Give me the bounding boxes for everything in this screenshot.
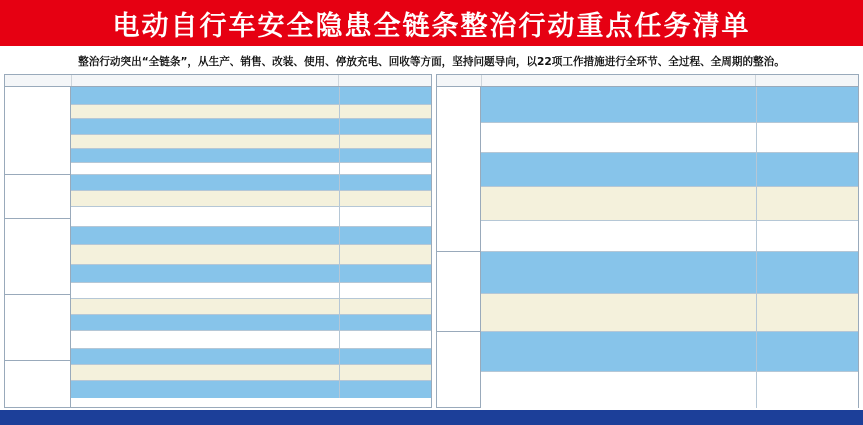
table-row — [71, 119, 431, 135]
table-row — [71, 265, 431, 283]
task-table-right — [436, 74, 859, 408]
category-cell — [437, 332, 480, 408]
header-cell — [72, 75, 340, 86]
table-row — [71, 135, 431, 149]
task-table-left — [4, 74, 432, 408]
category-column — [5, 87, 71, 408]
table-row — [71, 175, 431, 191]
category-cell — [5, 87, 70, 175]
table-row — [71, 105, 431, 119]
header-cell — [339, 75, 431, 86]
table-row — [71, 315, 431, 331]
category-cell — [5, 219, 70, 295]
table-header — [437, 75, 858, 87]
table-row — [481, 332, 858, 372]
footer-bar — [0, 410, 863, 425]
table-row — [71, 163, 431, 175]
header-cell — [756, 75, 858, 86]
category-cell — [437, 252, 480, 332]
table-row — [71, 191, 431, 207]
task-rows — [481, 87, 858, 408]
category-cell — [5, 175, 70, 219]
table-row — [71, 283, 431, 299]
table-row — [71, 331, 431, 349]
table-row — [71, 207, 431, 227]
table-row — [71, 149, 431, 163]
table-row — [71, 87, 431, 105]
header-cell — [482, 75, 757, 86]
intro-text: 整治行动突出“全链条”，从生产、销售、改装、使用、停放充电、回收等方面，坚持问题导向，以22项工作措施进行全环节、全过程、全周期的整治。 — [78, 56, 785, 68]
table-row — [71, 381, 431, 398]
table-header — [5, 75, 431, 87]
page-title: 电动自行车安全隐患全链条整治行动重点任务清单 — [112, 10, 751, 42]
task-rows — [71, 87, 431, 408]
category-column — [437, 87, 481, 408]
table-row — [481, 87, 858, 123]
table-row — [481, 372, 858, 408]
header-cell — [437, 75, 482, 86]
table-row — [71, 299, 431, 315]
title-banner — [0, 0, 863, 46]
category-cell — [437, 87, 480, 252]
table-row — [481, 221, 858, 252]
table-row — [71, 365, 431, 381]
table-row — [481, 123, 858, 153]
table-row — [71, 349, 431, 365]
table-row — [481, 187, 858, 221]
table-row — [481, 153, 858, 187]
category-cell — [5, 361, 70, 408]
table-row — [71, 227, 431, 245]
table-row — [481, 252, 858, 294]
category-cell — [5, 295, 70, 361]
table-row — [481, 294, 858, 332]
table-row — [71, 245, 431, 265]
header-cell — [5, 75, 72, 86]
